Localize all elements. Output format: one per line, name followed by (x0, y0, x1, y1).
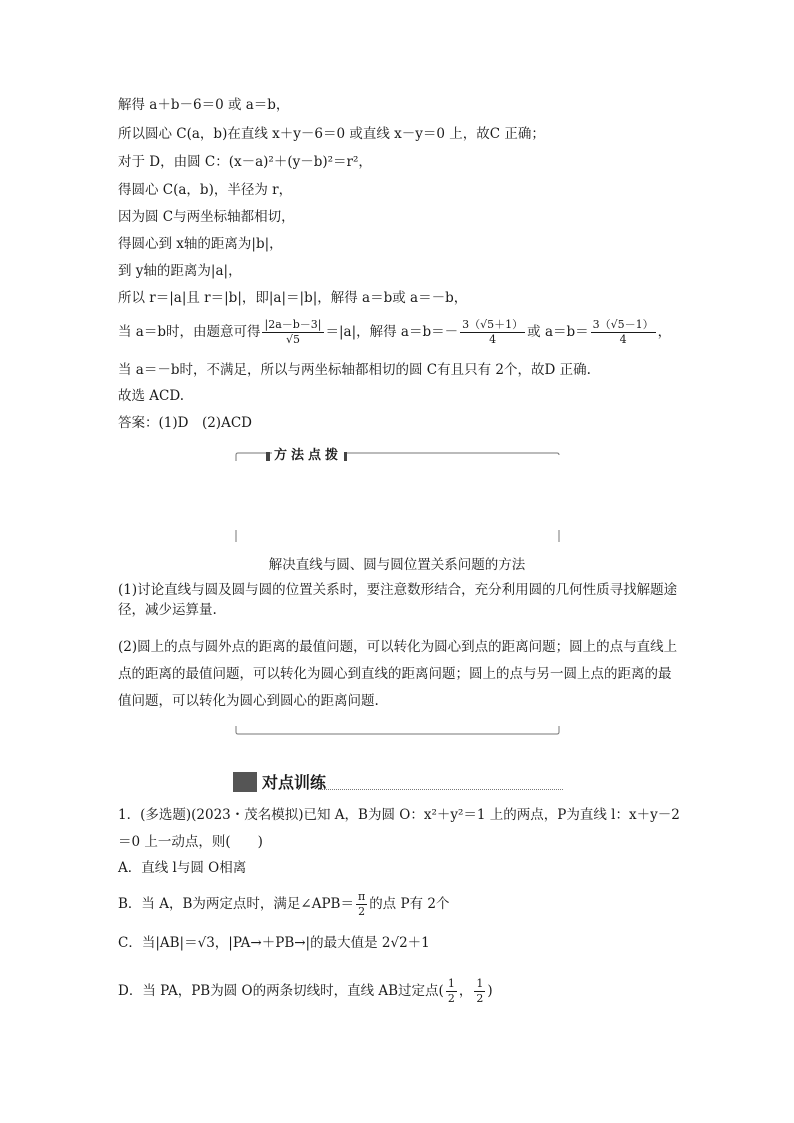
option-a: A．直线 l与圆 O相离 (118, 860, 247, 876)
section-marker-block (233, 772, 257, 792)
fraction-pi-over-2: $\frac{\pi}{2}$ (357, 890, 366, 918)
answer-line: 答案：(1)D (2)ACD (118, 415, 252, 431)
solution-line-9 (118, 318, 671, 347)
fraction-distance: $\frac{|2a-b-3|}{√5}$ (264, 318, 322, 346)
solution-line-3: 对于 D，由圆 C：(x－a)²＋(y－b)²＝r²， (118, 154, 372, 170)
line9-text-a: 当 a＝b时，由题意可得 (118, 324, 261, 340)
option-b: B．当 A，B为两定点时，满足∠APB＝ $\frac{\pi}{2}$ 的点 P有 2个 (118, 890, 450, 918)
section-heading: 对点训练 (262, 773, 327, 792)
question-stem: 1．(多选题)(2023・茂名模拟)已知 A，B为圆 O：x²＋y²＝1 上的两点，P为直线 l：x＋y－2＝0 上一动点，则( ) (118, 807, 680, 850)
solution-line-7: 到 y轴的距离为|a|， (118, 263, 242, 279)
fraction-half-2: $\frac{1}{2}$ (476, 977, 484, 1005)
line9-text-d: ， (657, 324, 672, 340)
solution-line-1: 解得 a＋b－6＝0 或 a＝b， (118, 97, 290, 113)
line9-text-c: 或 a＝b＝ (527, 324, 589, 340)
line9-text-b: ＝|a|，解得 a＝b＝－ (325, 324, 459, 340)
solution-line-6: 得圆心到 x轴的距离为|b|， (118, 236, 283, 252)
method-box-title: 解决直线与圆、圆与圆位置关系问题的方法 (268, 557, 526, 573)
method-point-2: (2)圆上的点与圆外点的距离的最值问题，可以转化为圆心到点的距离问题；圆上的点与直线上点的距离的最值问题，可以转化为圆心到直线的距离问题；圆上的点与另一圆上点的距离的最值问题，可以转化为圆心到圆心的距离问题. (118, 639, 678, 709)
solution-line-11: 故选 ACD. (118, 388, 185, 404)
solution-line-8: 所以 r＝|a|且 r＝|b|，即|a|＝|b|，解得 a＝b或 a＝－b， (118, 290, 468, 306)
fraction-half-1: $\frac{1}{2}$ (447, 977, 455, 1005)
method-box-label: 方法点拨 (272, 444, 344, 463)
option-d: D．当 PA，PB为圆 O的两条切线时，直线 AB过定点( $\frac{1}{2}$ ， $\frac{1}{2}$ ) (118, 977, 493, 1005)
solution-line-2: 所以圆心 C(a，b)在直线 x＋y－6＝0 或直线 x－y＝0 上，故C 正确； (118, 126, 545, 142)
fraction-pos-root: $\frac{3(√5-1)}{4}$ (592, 318, 654, 346)
option-c: C．当|AB|＝√3，|PA→＋PB→|的最大值是 2√2＋1 (118, 935, 430, 951)
solution-line-4: 得圆心 C(a，b)，半径为 r， (118, 182, 293, 198)
solution-line-10: 当 a＝－b时，不满足，所以与两坐标轴都相切的圆 C有且只有 2个，故D 正确. (118, 362, 591, 378)
fraction-neg-root: $\frac{3(√5+1)}{4}$ (462, 318, 524, 346)
method-box-side-marks (235, 522, 560, 542)
solution-line-5: 因为圆 C与两坐标轴都相切， (118, 209, 295, 225)
method-point-1: (1)讨论直线与圆及圆与圆的位置关系时，要注意数形结合，充分利用圆的几何性质寻找解题途径，减少运算量. (118, 582, 678, 618)
method-box-bottom-border (235, 726, 560, 736)
section-underline (318, 789, 563, 790)
